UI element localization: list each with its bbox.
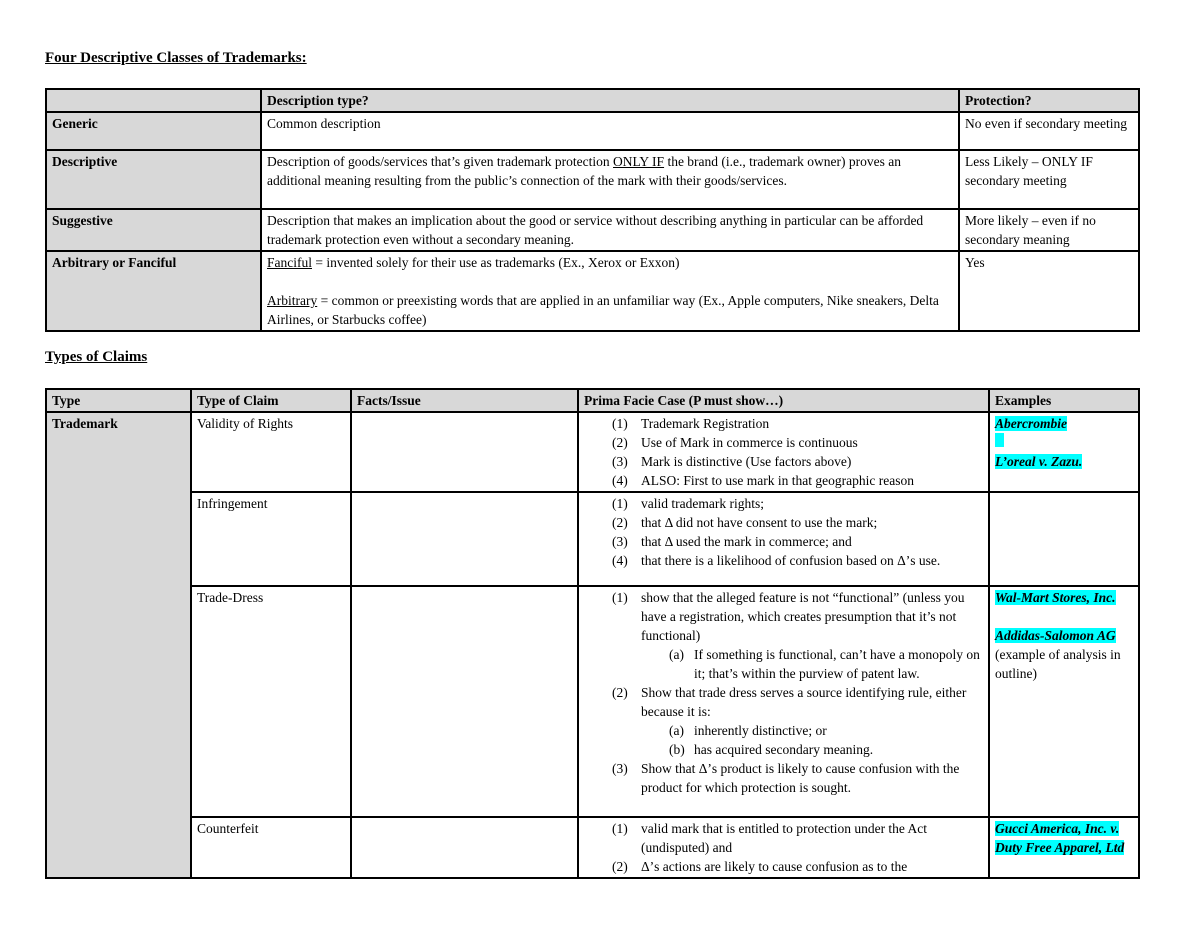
- row-trade-dress: [46, 586, 1139, 817]
- arbitrary-fanciful-protection: Yes: [959, 251, 1139, 331]
- fanciful-definition: = invented solely for their use as trademarks (Ex., Xerox or Exxon): [312, 255, 680, 270]
- list-text: Show that trade dress serves a source identifying rule, either because it is:: [641, 685, 967, 719]
- list-text: Trademark Registration: [641, 416, 770, 431]
- blank-line: [995, 607, 1132, 626]
- claim-cell-infringement: Infringement: [191, 492, 351, 586]
- example-note: (example of analysis in outline): [995, 647, 1121, 681]
- facts-cell-infringement: [351, 492, 578, 586]
- class-label-suggestive: Suggestive: [46, 209, 261, 251]
- list-marker: (2): [612, 859, 628, 874]
- classes-header-row: [46, 89, 1139, 112]
- list-text: valid trademark rights;: [641, 496, 764, 511]
- list-marker: (3): [612, 761, 628, 776]
- list-text: valid mark that is entitled to protection under the Act (undisputed) and: [641, 821, 928, 855]
- highlighted-blank-line: [995, 433, 1132, 452]
- list-item-sub: [584, 721, 982, 740]
- list-item: [584, 433, 982, 452]
- prima-cell-validity: [578, 412, 989, 492]
- list-item: [584, 452, 982, 471]
- list-marker: (1): [612, 416, 628, 431]
- prima-cell-infringement: [578, 492, 989, 586]
- class-label-descriptive: Descriptive: [46, 150, 261, 209]
- highlighted-case-name: Addidas-Salomon AG: [995, 628, 1116, 643]
- highlighted-case-name: Abercrombie: [995, 416, 1067, 431]
- list-marker: (3): [612, 454, 628, 469]
- list-text: show that the alleged feature is not “functional” (unless you have a registration, which creates presumption that it’s not functional): [641, 590, 965, 643]
- fanciful-term: Fanciful: [267, 255, 312, 270]
- arbitrary-definition-line: [267, 291, 952, 329]
- example-case: [995, 414, 1132, 433]
- descriptive-description-pre: Description of goods/services that’s given trademark protection: [267, 154, 614, 169]
- row-generic: [46, 112, 1139, 150]
- class-label-generic: Generic: [46, 112, 261, 150]
- prima-cell-trade-dress: [578, 586, 989, 817]
- examples-cell-validity: [989, 412, 1139, 492]
- list-text: Mark is distinctive (Use factors above): [641, 454, 852, 469]
- list-item-sub: [584, 645, 982, 683]
- list-marker: (2): [612, 435, 628, 450]
- list-marker: (1): [612, 590, 628, 605]
- claims-header-row: [46, 389, 1139, 412]
- facts-cell-counterfeit: [351, 817, 578, 878]
- example-case: [995, 626, 1132, 683]
- list-marker: (4): [612, 553, 628, 568]
- highlighted-case-name: Gucci America, Inc. v. Duty Free Apparel, Ltd: [995, 821, 1125, 855]
- list-marker: (1): [612, 821, 628, 836]
- highlighted-case-name: Wal-Mart Stores, Inc.: [995, 590, 1116, 605]
- types-of-claims-table: [45, 388, 1140, 879]
- list-item: [584, 494, 982, 513]
- claims-header-examples: Examples: [989, 389, 1139, 412]
- descriptive-protection: Less Likely – ONLY IF secondary meeting: [959, 150, 1139, 209]
- generic-description: Common description: [261, 112, 959, 150]
- row-descriptive: [46, 150, 1139, 209]
- list-text: that there is a likelihood of confusion based on Δ’s use.: [641, 553, 941, 568]
- descriptive-description-post: the brand (i.e., trademark owner) proves an additional meaning resulting from the public’s connection of the mark with their goods/services.: [267, 154, 901, 188]
- list-item: [584, 759, 982, 797]
- list-marker: (a): [669, 723, 684, 738]
- list-text: If something is functional, can’t have a monopoly on it; that’s within the purview of patent law.: [694, 647, 980, 681]
- claims-header-type-of-claim: Type of Claim: [191, 389, 351, 412]
- facts-cell-trade-dress: [351, 586, 578, 817]
- descriptive-description: [261, 150, 959, 209]
- list-marker: (a): [669, 647, 684, 662]
- list-marker: (3): [612, 534, 628, 549]
- list-marker: (2): [612, 685, 628, 700]
- list-text: ALSO: First to use mark in that geographic reason: [641, 473, 914, 488]
- list-item: [584, 819, 982, 857]
- class-label-arbitrary-fanciful: Arbitrary or Fanciful: [46, 251, 261, 331]
- example-case: [995, 452, 1132, 471]
- row-arbitrary-fanciful: [46, 251, 1139, 331]
- classes-header-description-type: Description type?: [261, 89, 959, 112]
- trademark-classes-table: [45, 88, 1140, 332]
- list-item: [584, 588, 982, 645]
- examples-cell-counterfeit: [989, 817, 1139, 878]
- list-text: Use of Mark in commerce is continuous: [641, 435, 858, 450]
- arbitrary-definition: = common or preexisting words that are applied in an unfamiliar way (Ex., Apple computers, Nike sneakers, Delta Airlines, or Starbucks coffee): [267, 293, 939, 327]
- claims-header-type: Type: [46, 389, 191, 412]
- list-item: [584, 471, 982, 490]
- example-case: [995, 588, 1132, 607]
- list-item: [584, 857, 982, 876]
- row-counterfeit: [46, 817, 1139, 878]
- type-cell-trademark: Trademark: [46, 412, 191, 878]
- list-item-sub: [584, 740, 982, 759]
- examples-cell-infringement: [989, 492, 1139, 586]
- blank-line: [267, 272, 952, 291]
- row-validity-of-rights: [46, 412, 1139, 492]
- arbitrary-term: Arbitrary: [267, 293, 318, 308]
- list-item: [584, 414, 982, 433]
- arbitrary-fanciful-description: [261, 251, 959, 331]
- fanciful-definition-line: [267, 253, 952, 272]
- classes-header-blank: [46, 89, 261, 112]
- heading-types-of-claims: Types of Claims: [45, 349, 148, 365]
- row-suggestive: [46, 209, 1139, 251]
- examples-cell-trade-dress: [989, 586, 1139, 817]
- list-text: inherently distinctive; or: [694, 723, 827, 738]
- suggestive-protection: More likely – even if no secondary meaning: [959, 209, 1139, 251]
- facts-cell-validity: [351, 412, 578, 492]
- claims-header-facts-issue: Facts/Issue: [351, 389, 578, 412]
- row-infringement: [46, 492, 1139, 586]
- list-marker: (1): [612, 496, 628, 511]
- claim-cell-trade-dress: Trade-Dress: [191, 586, 351, 817]
- list-text: has acquired secondary meaning.: [694, 742, 874, 757]
- claim-cell-validity: Validity of Rights: [191, 412, 351, 492]
- list-text: that Δ did not have consent to use the mark;: [641, 515, 878, 530]
- heading-four-descriptive-classes: Four Descriptive Classes of Trademarks:: [45, 50, 307, 66]
- prima-cell-counterfeit: [578, 817, 989, 878]
- list-marker: (b): [669, 742, 685, 757]
- list-item: [584, 683, 982, 721]
- list-item: [584, 532, 982, 551]
- claims-header-prima-facie: Prima Facie Case (P must show…): [578, 389, 989, 412]
- highlighted-case-name: L’oreal v. Zazu.: [995, 454, 1083, 469]
- list-item: [584, 513, 982, 532]
- list-text: that Δ used the mark in commerce; and: [641, 534, 852, 549]
- list-text: Show that Δ’s product is likely to cause confusion with the product for which protection is sought.: [641, 761, 960, 795]
- list-marker: (4): [612, 473, 628, 488]
- classes-header-protection: Protection?: [959, 89, 1139, 112]
- list-text: Δ’s actions are likely to cause confusion as to the: [641, 859, 908, 874]
- highlight-block: [995, 433, 1004, 447]
- example-case: [995, 819, 1132, 857]
- suggestive-description: Description that makes an implication about the good or service without describing anything in particular can be afforded trademark protection even without a secondary meaning.: [261, 209, 959, 251]
- generic-protection: No even if secondary meeting: [959, 112, 1139, 150]
- list-marker: (2): [612, 515, 628, 530]
- descriptive-description-underlined: ONLY IF: [613, 154, 665, 169]
- claim-cell-counterfeit: Counterfeit: [191, 817, 351, 878]
- list-item: [584, 551, 982, 570]
